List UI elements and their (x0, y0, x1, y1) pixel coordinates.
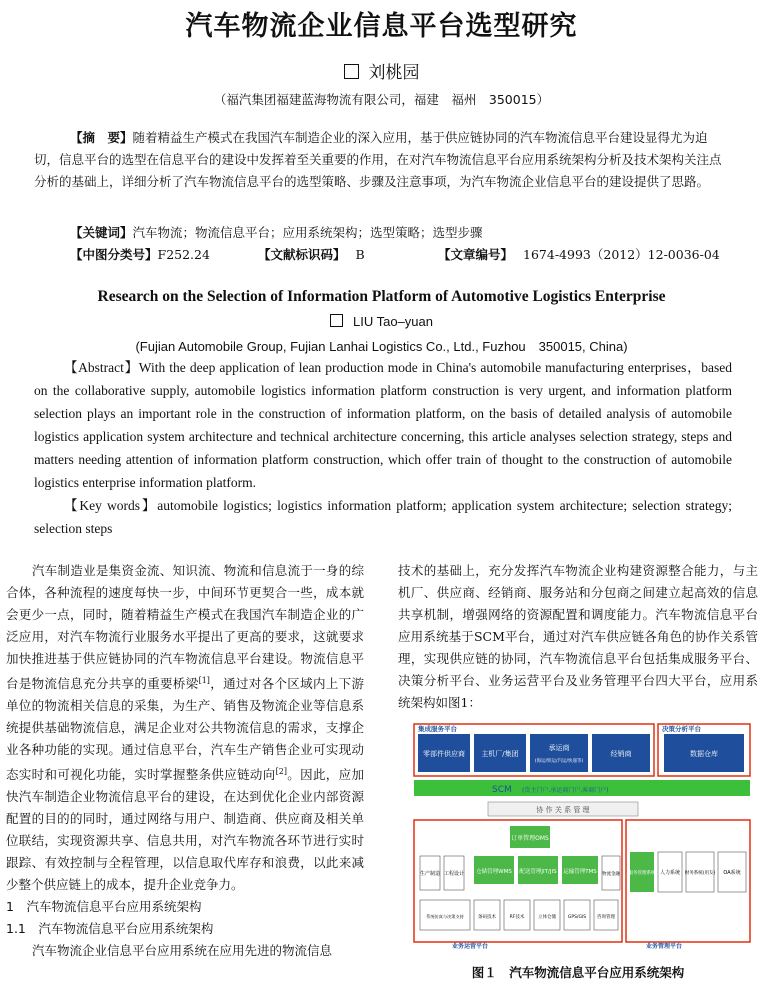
left-para-2: 汽车物流企业信息平台应用系统在应用先进的物流信息 (32, 943, 333, 959)
integration-title: 集成服务平台 (418, 725, 457, 733)
classification-row (34, 245, 732, 267)
hr-label: 人力系统 (659, 870, 681, 876)
decision-title: 决策分析平台 (662, 725, 701, 733)
bottom-label-4: 立体仓储 (538, 915, 556, 920)
doc-code-value: B (355, 247, 365, 262)
english-keywords-text: automobile logistics; logistics information platform; application system architecture; selection strategy; selection steps (34, 498, 732, 536)
section-heading-1-1: 1.1 汽车物流信息平台应用系统架构 (6, 921, 214, 937)
service-label: 服务管理系统 (628, 871, 656, 876)
prod-label: 生产制造 (419, 871, 441, 877)
citation-2: [2] (275, 767, 287, 777)
oem-label: 主机厂/集团 (481, 750, 519, 758)
finance-label: 物流金融 (602, 872, 620, 877)
figure-caption: 图１ 汽车物流信息平台应用系统架构 (471, 965, 685, 980)
english-author-name: LIU Tao–yuan (353, 314, 433, 329)
bottom-label-6: 咨询管理 (597, 915, 615, 920)
english-keywords (34, 494, 732, 540)
abstract-cn-label: 【摘 要】 (70, 130, 133, 145)
para-text: 汽车制造业是集资金流、知识流、物流和信息流于一身的综合体，各种流程的速度每快一步，中间环节更契合一些，成本就会更少一点，同时，随着精益生产模式在我国汽车制造企业的广泛应用，对汽车物流行业服务水平提出了更高的要求，这就要求加快推进基于供应链协同的汽车物流信息平台建设。物流信息平台是物流信息充分共享的重要桥梁 (6, 563, 364, 692)
collab-label: 协 作 关 系 管 理 (536, 806, 590, 814)
right-column (398, 560, 758, 714)
architecture-figure (412, 722, 752, 958)
clc-label: 【中图分类号】 (70, 247, 158, 262)
scm-label: SCM (492, 785, 512, 795)
carrier-label: 承运商 (548, 744, 570, 752)
affiliation: （福汽集团福建蓝海物流有限公司，福建 福州 350015） (213, 92, 550, 107)
doc-code-label: 【文献标识码】 (258, 247, 346, 262)
english-keywords-label: 【Key words】 (64, 498, 158, 513)
citation-1: [1] (198, 676, 210, 685)
section-heading-1: 1 汽车物流信息平台应用系统架构 (6, 899, 202, 915)
article-no-value: 1674-4993（2012）12-0036-04 (523, 247, 720, 262)
english-affiliation: (Fujian Automobile Group, Fujian Lanhai Logistics Co., Ltd., Fuzhou 350015, China) (135, 339, 628, 354)
wms-label: 仓储管理WMS (476, 869, 512, 875)
page-title: 汽车物流企业信息平台选型研究 (185, 11, 578, 42)
design-label: 工程设计 (443, 871, 465, 877)
clc (70, 245, 210, 263)
english-abstract-label: 【Abstract】 (64, 360, 139, 375)
left-column (6, 560, 364, 962)
oa-label: OA系统 (723, 870, 741, 876)
bottom-label-1: 系统仿真与决策支持 (426, 914, 464, 919)
fin-sys-label: 财务系统(用友) (684, 871, 716, 876)
bottom-label-5: GPS/GIS (567, 915, 587, 920)
bottom-label-2: 条码技术 (478, 915, 496, 920)
keywords-cn-text: 汽车物流；物流信息平台；应用系统架构；选型策略；选型步骤 (132, 225, 483, 240)
clc-value: F252.24 (157, 247, 210, 262)
dealer-label: 经销商 (610, 750, 632, 758)
checkbox-square-icon (330, 314, 343, 327)
doc-code (258, 245, 365, 263)
keywords-cn-label: 【关键词】 (70, 225, 133, 240)
tms-label: 运输管理TMS (563, 869, 597, 875)
keywords-cn (34, 222, 732, 244)
author (0, 58, 763, 83)
warehouse-label: 数据仓库 (690, 750, 718, 758)
article-no-label: 【文章编号】 (438, 247, 514, 262)
article-no (438, 245, 720, 263)
checkbox-square-icon (344, 64, 359, 79)
english-author (0, 314, 763, 329)
oms-label: 订单管理OMS (511, 835, 549, 842)
left-para-1 (6, 560, 364, 896)
english-title: Research on the Selection of Information Platform of Automotive Logistics Enterprise (97, 288, 666, 305)
scm-sub: (货主门户,承运商门户,客商门户) (522, 787, 609, 794)
management-title: 业务管理平台 (646, 943, 683, 950)
carrier-sub: (海运/铁运/汽运/快递等) (534, 759, 584, 764)
jit-label: 配送管理JIT/JIS (519, 869, 557, 875)
bottom-label-3: RF技术 (509, 915, 525, 920)
right-para-1: 技术的基础上，充分发挥汽车物流企业构建资源整合能力，与主机厂、供应商、经销商、服务站和分包商之间建立起高效的信息共享机制，增强网络的资源配置和调度能力。汽车物流信息平台应用系统基于SCM平台，通过对汽车供应链各角色的协作关系管理，实现供应链的协同，汽车物流信息平台包括集成服务平台、决策分析平台、业务运营平台及业务管理平台四大平台，应用系统架构如图1： (398, 563, 758, 710)
abstract-cn-text: 随着精益生产模式在我国汽车制造企业的深入应用，基于供应链协同的汽车物流信息平台建设显得尤为迫切，信息平台的选型在信息平台的建设中发挥着至关重要的作用，在对汽车物流信息平台应用系统架构分析及技术架构关注点分析的基础上，详细分析了汽车物流信息平台的选型策略、步骤及注意事项，为汽车物流企业信息平台的建设提供了思路。 (34, 130, 722, 189)
english-abstract-text: With the deep application of lean production mode in China's automobile manufacturing enterprises，based on the collaborative supply, automobile logistics information platform construction is very urgent, and information platform selection plays an important role in the construction of information platform, on the basis of detailed analysis of automobile logistics application system architecture and technical architecture concerning, this article analyses selection strategy, steps and matters needing attention of information platform construction, which offer train of thought to the construction of automobile logistics enterprise information platform. (34, 360, 733, 490)
operations-title: 业务运营平台 (452, 943, 489, 950)
abstract-cn (34, 127, 732, 193)
para-text: ，通过对各个区域内上下游单位的物流相关信息的采集，为生产、销售及物流企业等信息系统提供基础物流信息，满足企业对公共物流信息的需求，支撑企业各种功能的实现。通过信息平台，汽车生产销售企业可实现动态实时和可视化功能，实时掌握整条供应链动向 (6, 676, 364, 783)
para-text: 。因此，应加快汽车制造企业物流信息平台的建设，在达到优化企业内部资源配置的目的的同时，通过网络与用户、制造商、供应商及相关单位联结，实现资源共享、信息共用，对汽车物流各环节进行实时跟踪、有效控制与全程管理，以信息取代库存和浪费，以此来减少整个供应链上的成本，提升企业竞争力。 (6, 767, 364, 893)
author-name: 刘桃园 (368, 63, 420, 83)
carrier-box (530, 734, 588, 772)
supplier-label: 零部件供应商 (423, 750, 465, 758)
english-abstract (34, 356, 732, 494)
